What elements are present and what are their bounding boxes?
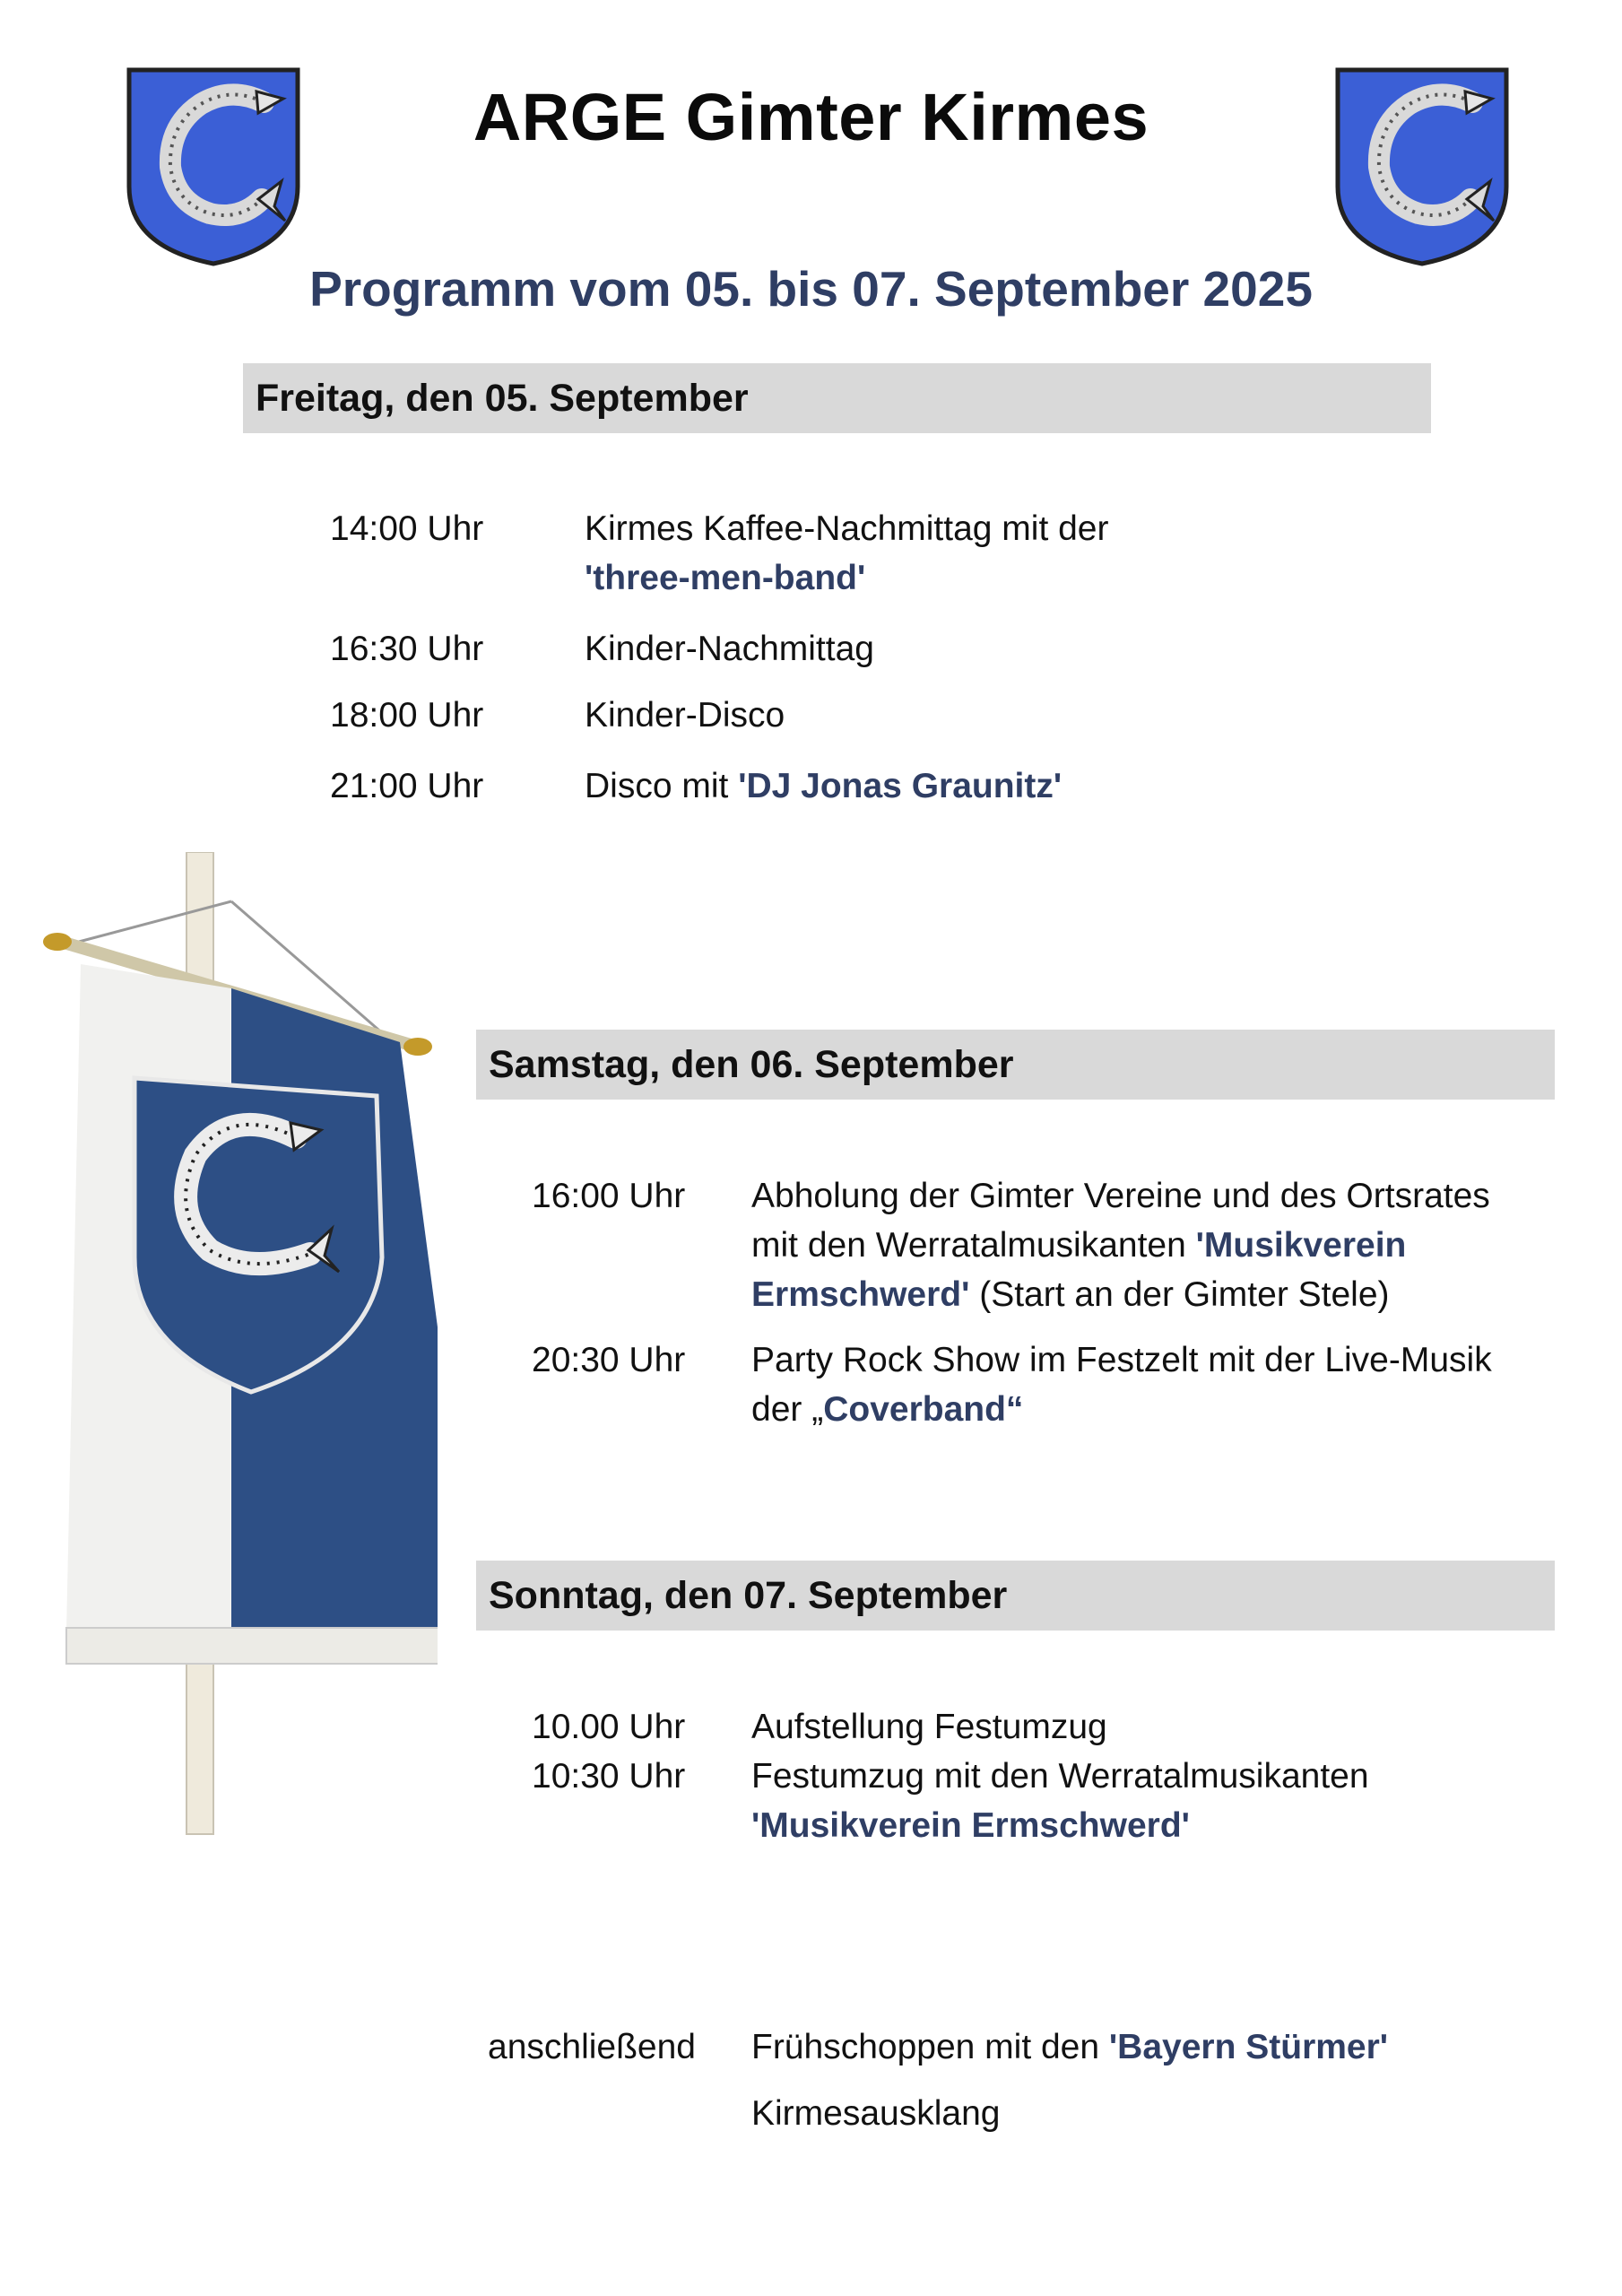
event-description: Party Rock Show im Festzelt mit der Live-Musik der „Coverband“: [751, 1341, 1492, 1429]
performer-name: 'Bayern Stürmer': [1108, 2028, 1389, 2066]
event-description: Disco mit 'DJ Jonas Graunitz': [585, 767, 1063, 805]
performer-name: 'Musikverein Ermschwerd': [751, 1806, 1190, 1845]
day-heading-saturday: Samstag, den 06. September: [476, 1030, 1555, 1100]
event-description: Kinder-Disco: [585, 696, 785, 735]
performer-name: Coverband“: [823, 1390, 1024, 1429]
event-time: 21:00 Uhr: [330, 767, 484, 805]
event-time: 16:30 Uhr: [330, 630, 484, 668]
event-description: Festumzug mit den Werratalmusikanten 'Musikverein Ermschwerd': [751, 1752, 1369, 1850]
flag-banner-icon: [25, 852, 438, 1839]
event-time: 10:30 Uhr: [532, 1757, 686, 1796]
event-description: Aufstellung Festumzug: [751, 1708, 1107, 1746]
event-time: 18:00 Uhr: [330, 696, 484, 735]
page-subtitle: Programm vom 05. bis 07. September 2025: [309, 261, 1313, 317]
event-time: 14:00 Uhr: [330, 509, 484, 548]
day-heading-friday: Freitag, den 05. September: [243, 363, 1431, 433]
performer-name: 'DJ Jonas Graunitz': [738, 767, 1063, 805]
page-title: ARGE Gimter Kirmes: [473, 80, 1149, 154]
event-description: Abholung der Gimter Vereine und des Ortsrates mit den Werratalmusikanten 'Musikverein Ermschwerd' (Start an der Gimter Stele): [751, 1177, 1490, 1314]
performer-name: Ermschwerd': [751, 1275, 970, 1314]
performer-name: 'three-men-band': [585, 559, 866, 597]
performer-name: 'Musikverein: [1195, 1226, 1407, 1265]
event-description: Frühschoppen mit den 'Bayern Stürmer': [751, 2028, 1389, 2066]
event-description: Kirmesausklang: [751, 2094, 1001, 2133]
event-description: Kinder-Nachmittag: [585, 630, 874, 668]
event-time: 20:30 Uhr: [532, 1341, 686, 1379]
day-heading-sunday: Sonntag, den 07. September: [476, 1561, 1555, 1631]
event-time: anschließend: [488, 2028, 696, 2066]
event-description: Kirmes Kaffee-Nachmittag mit der 'three-men-band': [585, 504, 1109, 603]
event-time: 16:00 Uhr: [532, 1177, 686, 1215]
event-time: 10.00 Uhr: [532, 1708, 686, 1746]
